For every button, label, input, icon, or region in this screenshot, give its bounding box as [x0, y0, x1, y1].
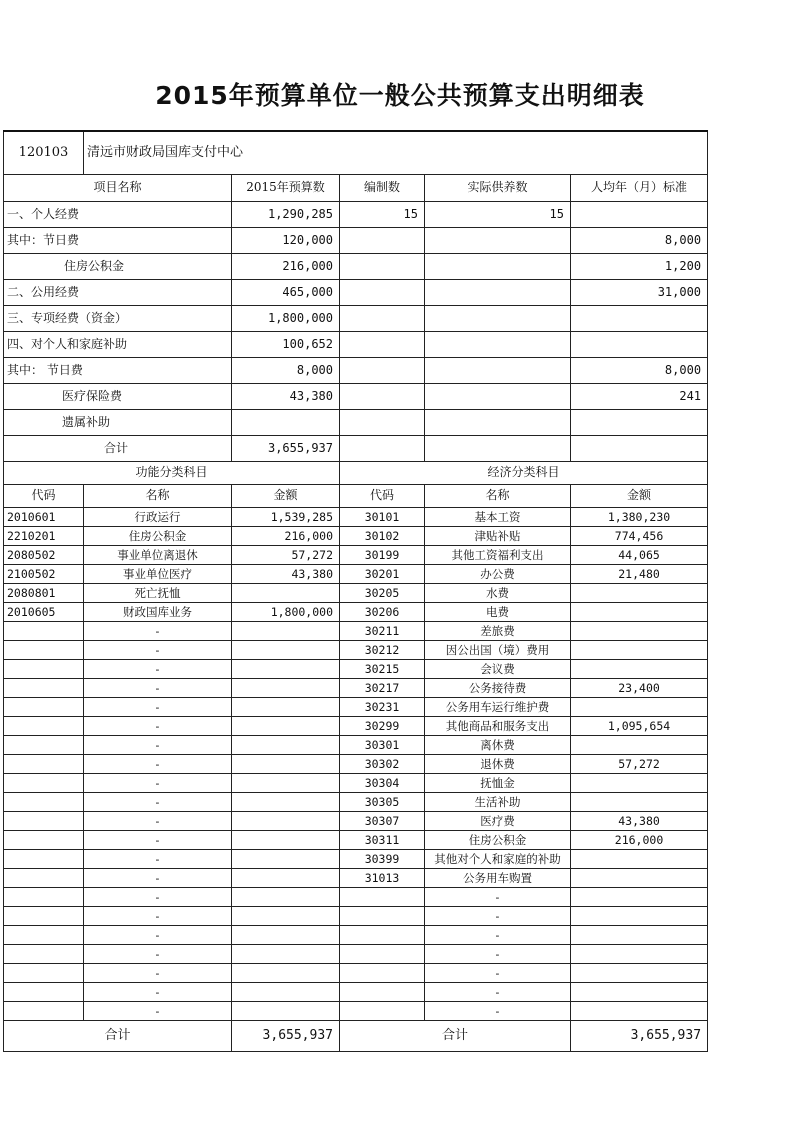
econ-name-label: 名称 [425, 485, 571, 508]
column-label-row [4, 485, 708, 508]
func-name: - [84, 736, 232, 755]
func-name: 事业单位离退休 [84, 546, 232, 565]
unit-name: 清远市财政局国库支付中心 [84, 131, 708, 175]
personnel-row [4, 228, 708, 254]
func-code [4, 850, 84, 869]
header-item: 项目名称 [4, 175, 232, 202]
func-code [4, 793, 84, 812]
econ-amount [571, 793, 708, 812]
page-title: 2015年预算单位一般公共预算支出明细表 [155, 81, 645, 110]
per-capita-standard [571, 410, 708, 436]
func-code: 2210201 [4, 527, 84, 546]
econ-name: - [425, 888, 571, 907]
item-name: 医疗保险费 [4, 384, 232, 410]
actual-count [425, 306, 571, 332]
actual-count [425, 280, 571, 306]
func-name: - [84, 774, 232, 793]
econ-amount [571, 660, 708, 679]
econ-name: 公务接待费 [425, 679, 571, 698]
func-code [4, 622, 84, 641]
func-name: 行政运行 [84, 508, 232, 527]
func-code [4, 736, 84, 755]
econ-code [340, 907, 425, 926]
detail-row [4, 717, 708, 736]
func-code [4, 1002, 84, 1021]
personnel-row [4, 254, 708, 280]
per-capita-standard [571, 332, 708, 358]
func-code: 2010605 [4, 603, 84, 622]
econ-amount [571, 1002, 708, 1021]
econ-amount: 23,400 [571, 679, 708, 698]
econ-code [340, 926, 425, 945]
func-amount [232, 641, 340, 660]
func-amount [232, 584, 340, 603]
per-capita-standard [571, 306, 708, 332]
func-name: - [84, 1002, 232, 1021]
func-code [4, 983, 84, 1002]
econ-name: 其他对个人和家庭的补助 [425, 850, 571, 869]
detail-row [4, 546, 708, 565]
func-amount-label: 金额 [232, 485, 340, 508]
personnel-row [4, 202, 708, 228]
detail-row [4, 736, 708, 755]
econ-total-amount: 3,655,937 [571, 1021, 708, 1052]
func-name: - [84, 755, 232, 774]
per-capita-standard: 8,000 [571, 228, 708, 254]
detail-row [4, 926, 708, 945]
staff-count [340, 306, 425, 332]
econ-amount [571, 945, 708, 964]
item-name: 四、对个人和家庭补助 [4, 332, 232, 358]
detail-row [4, 964, 708, 983]
budget-amount: 100,652 [232, 332, 340, 358]
personnel-row [4, 332, 708, 358]
budget-amount: 1,800,000 [232, 306, 340, 332]
func-name: - [84, 679, 232, 698]
func-amount [232, 736, 340, 755]
econ-amount [571, 584, 708, 603]
budget-table [3, 130, 708, 1052]
detail-row [4, 660, 708, 679]
econ-name: 津贴补贴 [425, 527, 571, 546]
item-name: 其中：节日费 [4, 228, 232, 254]
func-name: 死亡抚恤 [84, 584, 232, 603]
econ-name: 水费 [425, 584, 571, 603]
func-name: - [84, 869, 232, 888]
func-name: - [84, 717, 232, 736]
func-amount [232, 983, 340, 1002]
budget-amount: 3,655,937 [232, 436, 340, 462]
budget-amount: 43,380 [232, 384, 340, 410]
econ-name: - [425, 926, 571, 945]
staff-count [340, 280, 425, 306]
func-amount [232, 869, 340, 888]
func-amount: 1,539,285 [232, 508, 340, 527]
func-amount [232, 793, 340, 812]
func-code [4, 926, 84, 945]
func-code [4, 907, 84, 926]
func-name: - [84, 660, 232, 679]
func-amount [232, 774, 340, 793]
econ-code: 30305 [340, 793, 425, 812]
func-amount [232, 831, 340, 850]
func-name: - [84, 622, 232, 641]
budget-amount: 8,000 [232, 358, 340, 384]
func-name: 财政国库业务 [84, 603, 232, 622]
personnel-row [4, 358, 708, 384]
func-amount [232, 888, 340, 907]
econ-name: 其他商品和服务支出 [425, 717, 571, 736]
header-standard: 人均年（月）标准 [571, 175, 708, 202]
detail-row [4, 641, 708, 660]
actual-count [425, 332, 571, 358]
func-name: - [84, 812, 232, 831]
detail-row [4, 793, 708, 812]
func-code [4, 660, 84, 679]
func-name: - [84, 831, 232, 850]
econ-name: - [425, 983, 571, 1002]
econ-code: 30231 [340, 698, 425, 717]
func-name: - [84, 983, 232, 1002]
econ-code: 30199 [340, 546, 425, 565]
staff-count [340, 410, 425, 436]
func-name: - [84, 793, 232, 812]
econ-name: 生活补助 [425, 793, 571, 812]
econ-amount [571, 641, 708, 660]
item-name: 合计 [4, 436, 232, 462]
func-amount [232, 850, 340, 869]
econ-name: 抚恤金 [425, 774, 571, 793]
econ-amount [571, 907, 708, 926]
func-name: - [84, 641, 232, 660]
detail-row [4, 603, 708, 622]
econ-code: 30399 [340, 850, 425, 869]
econ-name: 办公费 [425, 565, 571, 584]
econ-code [340, 964, 425, 983]
detail-row [4, 812, 708, 831]
econ-name: 差旅费 [425, 622, 571, 641]
func-code: 2100502 [4, 565, 84, 584]
detail-row [4, 565, 708, 584]
actual-count [425, 358, 571, 384]
econ-code [340, 1002, 425, 1021]
staff-count [340, 254, 425, 280]
econ-code: 30205 [340, 584, 425, 603]
per-capita-standard [571, 202, 708, 228]
func-code [4, 888, 84, 907]
func-name: - [84, 850, 232, 869]
econ-name: 因公出国（境）费用 [425, 641, 571, 660]
econ-name: - [425, 907, 571, 926]
func-code: 2010601 [4, 508, 84, 527]
econ-code: 30206 [340, 603, 425, 622]
item-name: 住房公积金 [4, 254, 232, 280]
econ-code: 30212 [340, 641, 425, 660]
budget-amount: 120,000 [232, 228, 340, 254]
unit-code: 120103 [4, 131, 84, 175]
econ-amount [571, 774, 708, 793]
func-amount [232, 964, 340, 983]
detail-row [4, 983, 708, 1002]
econ-amount [571, 603, 708, 622]
econ-code: 30307 [340, 812, 425, 831]
econ-name: 其他工资福利支出 [425, 546, 571, 565]
func-name: 事业单位医疗 [84, 565, 232, 584]
func-amount [232, 812, 340, 831]
budget-amount: 1,290,285 [232, 202, 340, 228]
econ-code: 30201 [340, 565, 425, 584]
func-amount [232, 945, 340, 964]
econ-code: 30217 [340, 679, 425, 698]
func-code [4, 698, 84, 717]
func-name: - [84, 964, 232, 983]
func-code [4, 717, 84, 736]
actual-count [425, 436, 571, 462]
econ-code: 31013 [340, 869, 425, 888]
staff-count [340, 384, 425, 410]
econ-amount [571, 964, 708, 983]
actual-count [425, 384, 571, 410]
econ-code: 30102 [340, 527, 425, 546]
detail-row [4, 831, 708, 850]
personnel-row [4, 280, 708, 306]
econ-name: - [425, 964, 571, 983]
econ-amount [571, 736, 708, 755]
actual-count: 15 [425, 202, 571, 228]
econ-amount: 1,095,654 [571, 717, 708, 736]
personnel-row [4, 384, 708, 410]
detail-row [4, 622, 708, 641]
detail-row [4, 679, 708, 698]
econ-name: 电费 [425, 603, 571, 622]
econ-name: 会议费 [425, 660, 571, 679]
budget-amount: 465,000 [232, 280, 340, 306]
detail-row [4, 527, 708, 546]
func-name: - [84, 907, 232, 926]
econ-code [340, 945, 425, 964]
econ-amount [571, 850, 708, 869]
detail-row [4, 755, 708, 774]
econ-amount: 57,272 [571, 755, 708, 774]
item-name: 遗属补助 [4, 410, 232, 436]
func-code-label: 代码 [4, 485, 84, 508]
func-amount [232, 907, 340, 926]
econ-code: 30101 [340, 508, 425, 527]
item-name: 三、专项经费（资金） [4, 306, 232, 332]
econ-name: 医疗费 [425, 812, 571, 831]
econ-amount [571, 869, 708, 888]
func-amount [232, 1002, 340, 1021]
func-code [4, 945, 84, 964]
item-name: 一、个人经费 [4, 202, 232, 228]
econ-name: - [425, 1002, 571, 1021]
econ-code [340, 888, 425, 907]
func-amount [232, 755, 340, 774]
personnel-row [4, 410, 708, 436]
econ-code: 30302 [340, 755, 425, 774]
func-amount [232, 926, 340, 945]
func-total-label: 合计 [4, 1021, 232, 1052]
per-capita-standard: 8,000 [571, 358, 708, 384]
per-capita-standard: 1,200 [571, 254, 708, 280]
econ-name: 退休费 [425, 755, 571, 774]
econ-total-label: 合计 [340, 1021, 571, 1052]
func-code [4, 964, 84, 983]
econ-code: 30311 [340, 831, 425, 850]
per-capita-standard: 241 [571, 384, 708, 410]
econ-amount [571, 926, 708, 945]
header-row [4, 175, 708, 202]
econ-code: 30304 [340, 774, 425, 793]
func-amount [232, 660, 340, 679]
func-section-title: 功能分类科目 [4, 462, 340, 485]
econ-amount [571, 888, 708, 907]
func-total-amount: 3,655,937 [232, 1021, 340, 1052]
per-capita-standard [571, 436, 708, 462]
detail-row [4, 907, 708, 926]
detail-row [4, 584, 708, 603]
func-code [4, 679, 84, 698]
detail-row [4, 508, 708, 527]
econ-code-label: 代码 [340, 485, 425, 508]
func-name: - [84, 926, 232, 945]
econ-code: 30301 [340, 736, 425, 755]
func-code [4, 755, 84, 774]
func-name: - [84, 698, 232, 717]
detail-row [4, 888, 708, 907]
econ-name: 基本工资 [425, 508, 571, 527]
staff-count [340, 436, 425, 462]
econ-code: 30299 [340, 717, 425, 736]
item-name: 其中： 节日费 [4, 358, 232, 384]
total-row [4, 1021, 708, 1052]
actual-count [425, 228, 571, 254]
econ-section-title: 经济分类科目 [340, 462, 708, 485]
func-code [4, 812, 84, 831]
func-code: 2080801 [4, 584, 84, 603]
econ-amount-label: 金额 [571, 485, 708, 508]
econ-code: 30215 [340, 660, 425, 679]
item-name: 二、公用经费 [4, 280, 232, 306]
func-amount [232, 679, 340, 698]
econ-name: 公务用车购置 [425, 869, 571, 888]
econ-code [340, 983, 425, 1002]
econ-name: 住房公积金 [425, 831, 571, 850]
func-name: - [84, 888, 232, 907]
econ-amount [571, 698, 708, 717]
staff-count: 15 [340, 202, 425, 228]
budget-amount: 216,000 [232, 254, 340, 280]
header-budget: 2015年预算数 [232, 175, 340, 202]
func-amount [232, 622, 340, 641]
econ-amount: 21,480 [571, 565, 708, 584]
func-amount: 216,000 [232, 527, 340, 546]
header-actual: 实际供养数 [425, 175, 571, 202]
econ-name: 离休费 [425, 736, 571, 755]
staff-count [340, 332, 425, 358]
detail-row [4, 698, 708, 717]
personnel-row [4, 436, 708, 462]
detail-row [4, 850, 708, 869]
header-staff: 编制数 [340, 175, 425, 202]
budget-amount [232, 410, 340, 436]
econ-name: 公务用车运行维护费 [425, 698, 571, 717]
econ-name: - [425, 945, 571, 964]
func-amount [232, 717, 340, 736]
func-code [4, 774, 84, 793]
func-amount: 57,272 [232, 546, 340, 565]
econ-amount: 216,000 [571, 831, 708, 850]
func-code: 2080502 [4, 546, 84, 565]
unit-row [4, 131, 708, 175]
actual-count [425, 254, 571, 280]
detail-row [4, 869, 708, 888]
detail-row [4, 1002, 708, 1021]
econ-code: 30211 [340, 622, 425, 641]
func-amount: 43,380 [232, 565, 340, 584]
detail-row [4, 945, 708, 964]
econ-amount [571, 983, 708, 1002]
func-code [4, 831, 84, 850]
detail-row [4, 774, 708, 793]
func-name: - [84, 945, 232, 964]
econ-amount: 1,380,230 [571, 508, 708, 527]
econ-amount: 44,065 [571, 546, 708, 565]
func-name-label: 名称 [84, 485, 232, 508]
econ-amount: 774,456 [571, 527, 708, 546]
func-code [4, 869, 84, 888]
econ-amount: 43,380 [571, 812, 708, 831]
actual-count [425, 410, 571, 436]
econ-amount [571, 622, 708, 641]
classification-header-row [4, 462, 708, 485]
staff-count [340, 358, 425, 384]
per-capita-standard: 31,000 [571, 280, 708, 306]
func-code [4, 641, 84, 660]
func-amount: 1,800,000 [232, 603, 340, 622]
func-amount [232, 698, 340, 717]
personnel-row [4, 306, 708, 332]
func-name: 住房公积金 [84, 527, 232, 546]
staff-count [340, 228, 425, 254]
